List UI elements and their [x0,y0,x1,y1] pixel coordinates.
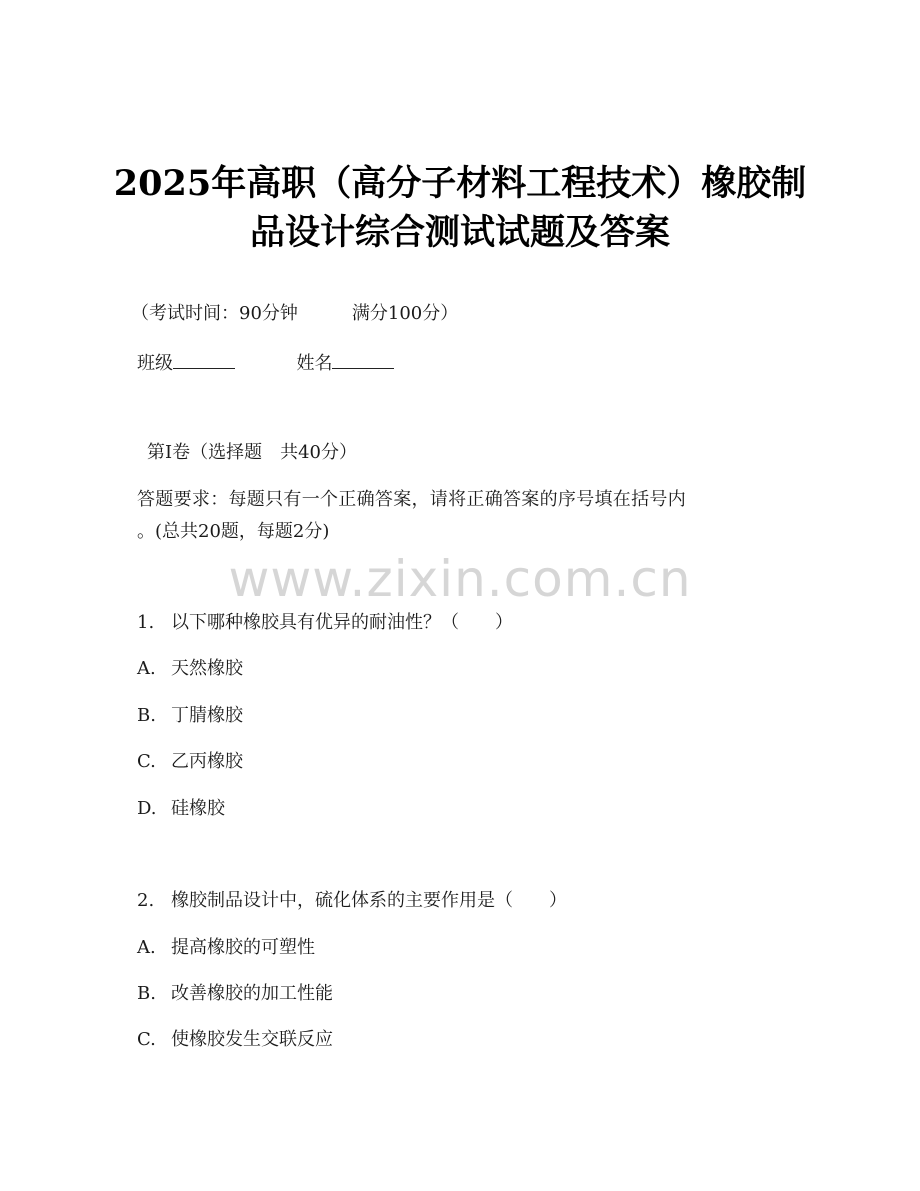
option-d [137,797,225,821]
document-title-line-2: 品设计综合测试试题及答案 [249,212,670,253]
option-letter: C. [137,1029,156,1050]
exam-info: （考试时间：90分钟 满分100分） [131,303,459,324]
option-text: 硅橡胶 [171,798,225,819]
option-letter: A. [137,658,156,679]
option-a [137,657,243,681]
student-fields [137,350,394,376]
option-letter: B. [137,983,156,1004]
class-blank [173,350,235,369]
instructions-line-2: 。(总共20题，每题2分) [137,521,330,542]
option-text: 天然橡胶 [171,658,243,679]
option-letter: A. [137,937,156,958]
option-b [137,704,243,728]
option-letter: D. [137,798,157,819]
watermark: www.zixin.com.cn [228,550,692,608]
option-text: 使橡胶发生交联反应 [171,1029,333,1050]
question-number: 1. [137,612,155,633]
instructions-line-1: 答题要求：每题只有一个正确答案，请将正确答案的序号填在括号内 [137,489,686,510]
option-letter: C. [137,751,156,772]
question-number: 2. [137,890,155,911]
option-c [137,1028,333,1052]
question-text: 以下哪种橡胶具有优异的耐油性？（ ） [171,612,513,633]
name-label: 姓名 [296,353,333,374]
option-text: 提高橡胶的可塑性 [171,937,315,958]
question-stem [137,889,567,913]
option-b [137,982,333,1006]
option-letter: B. [137,705,156,726]
question-text: 橡胶制品设计中，硫化体系的主要作用是（ ） [171,890,567,911]
class-label: 班级 [137,353,173,374]
document-title-line-1: 2025年高职（高分子材料工程技术）橡胶制 [113,163,807,204]
option-text: 乙丙橡胶 [171,751,243,772]
name-blank [332,350,394,369]
option-text: 改善橡胶的加工性能 [171,983,333,1004]
question-stem [137,611,513,635]
option-text: 丁腈橡胶 [171,705,243,726]
section-heading: 第Ⅰ卷（选择题 共40分） [147,442,358,463]
option-a [137,936,315,960]
option-c [137,750,243,774]
